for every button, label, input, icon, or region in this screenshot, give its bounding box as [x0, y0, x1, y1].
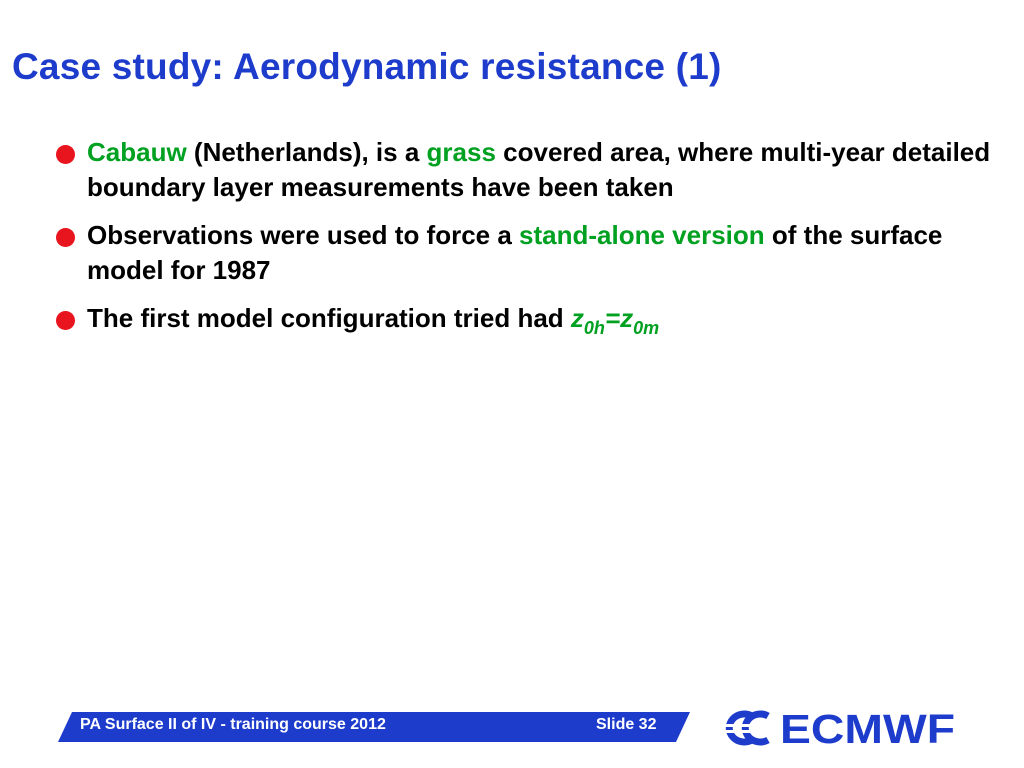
equation-lhs-variable: z [570, 303, 584, 333]
slide-title: Case study: Aerodynamic resistance (1) [12, 46, 722, 87]
bullet-1-part-1: Cabauw [87, 137, 187, 167]
roughness-length-equation [570, 303, 660, 338]
equation-rhs-variable: z [620, 303, 634, 333]
footer-course-title: PA Surface II of IV - training course 2012 [80, 716, 386, 733]
bullet-item-2 [55, 218, 1000, 288]
bullet-item-1 [55, 135, 1000, 205]
bullet-list [55, 135, 1000, 349]
slide-number: Slide 32 [596, 716, 657, 733]
logo-text: ECMWF [780, 708, 955, 748]
bullet-dot-icon [56, 228, 75, 247]
ecmwf-logo-icon [718, 708, 958, 748]
bullet-1-part-4: covered area, where multi-year detailed boundary layer measurements have been taken [87, 137, 991, 202]
equation-operator: = [604, 303, 621, 333]
bullet-dot-icon [56, 145, 75, 164]
equation-lhs-subscript: 0h [583, 318, 605, 338]
bullet-2-part-2: stand-alone version [519, 220, 765, 250]
bullet-1-part-3: grass [426, 137, 496, 167]
bullet-2-part-1: Observations were used to force a [87, 220, 520, 250]
bullet-item-3 [55, 301, 1000, 336]
bullet-3-part-1: The first model configuration tried had [87, 303, 571, 333]
bullet-2-part-3: of the surface model for 1987 [87, 220, 943, 285]
bullet-dot-icon [56, 311, 75, 330]
equation-rhs-subscript: 0m [633, 318, 660, 338]
bullet-1-part-2: (Netherlands), is a [186, 137, 427, 167]
